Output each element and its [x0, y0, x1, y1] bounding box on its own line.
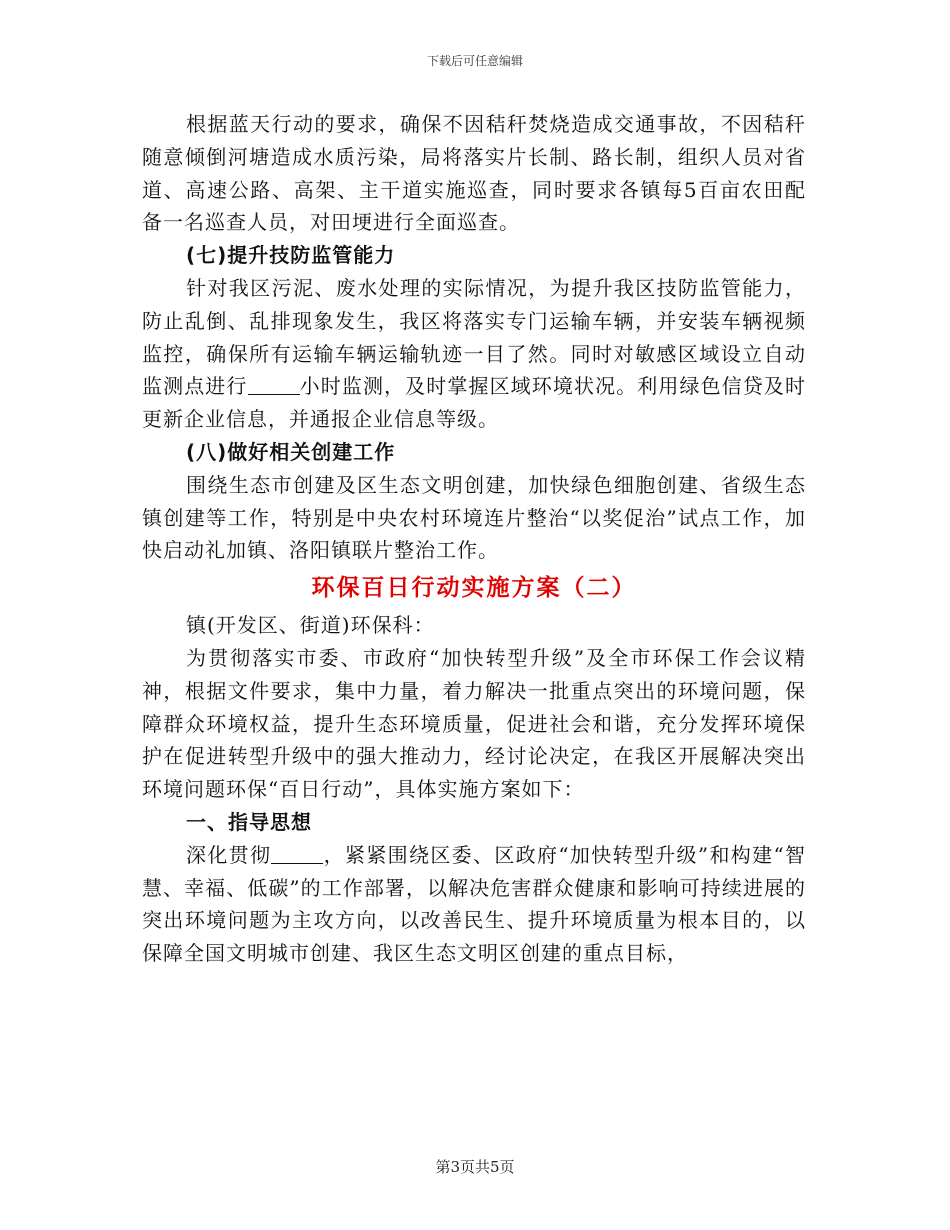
paragraph-text: 针对我区污泥、废水处理的实际情况，为提升我区技防监管能力，防止乱倒、乱排现象发生，我区将落实专门运输车辆，并安装车辆视频监控，确保所有运输车辆运输轨迹一目了然。同时对敏感区域设立自动监测点进行	[142, 275, 806, 399]
paragraph-eco-creation	[142, 469, 806, 567]
section-heading-guiding-ideology: 一、指导思想	[186, 809, 312, 834]
salutation	[142, 609, 806, 642]
page-number: 第3页共5页	[435, 1158, 515, 1176]
paragraph-text: 镇(开发区、街道)环保科：	[186, 613, 435, 638]
paragraph-text: 根据蓝天行动的要求，确保不因秸秆焚烧造成交通事故，不因秸秆随意倾倒河塘造成水质污染，局将落实片长制、路长制，组织人员对省道、高速公路、高架、主干道实施巡查，同时要求各镇每5百亩农田配备一名巡查人员，对田埂进行全面巡查。	[142, 112, 806, 235]
page-header: 下载后可任意编辑	[426, 54, 523, 68]
paragraph-tech-monitoring	[142, 272, 806, 436]
paragraph-text: 围绕生态市创建及区生态文明创建，加快绿色细胞创建、省级生态镇创建等工作，特别是中央农村环境连片整治“以奖促治”试点工作，加快启动礼加镇、洛阳镇联片整治工作。	[142, 472, 806, 563]
paragraph-intro	[142, 642, 806, 806]
section-heading-8: (八)做好相关创建工作	[186, 439, 396, 464]
paragraph-guiding-ideology	[142, 839, 806, 970]
document-title: 环保百日行动实施方案（二）	[311, 575, 637, 602]
document-body	[142, 108, 806, 970]
paragraph-text: ，紧紧围绕区委、区政府“加快转型升级”和构建“智慧、幸福、低碳”的工作部署，以解决危害群众健康和影响可持续进展的突出环境问题为主攻方向，以改善民生、提升环境质量为根本目的，以保障全国文明城市创建、我区生态文明区创建的重点目标，	[142, 842, 806, 966]
paragraph-text: 小时监测，及时掌握区域环境状况。利用绿色信贷及时更新企业信息，并通报企业信息等级。	[142, 374, 807, 432]
section-heading-7: (七)提升技防监管能力	[186, 243, 396, 268]
fill-in-blank	[271, 845, 323, 864]
paragraph-straw-burning	[142, 108, 806, 239]
fill-in-blank	[248, 376, 300, 395]
paragraph-text: 深化贯彻	[186, 842, 272, 867]
paragraph-text: 为贯彻落实市委、市政府“加快转型升级”及全市环保工作会议精神，根据文件要求，集中力量，着力解决一批重点突出的环境问题，保障群众环境权益，提升生态环境质量，促进社会和谐，充分发挥环境保护在促进转型升级中的强大推动力，经讨论决定，在我区开展解决突出环境问题环保“百日行动”，具体实施方案如下：	[142, 645, 806, 802]
